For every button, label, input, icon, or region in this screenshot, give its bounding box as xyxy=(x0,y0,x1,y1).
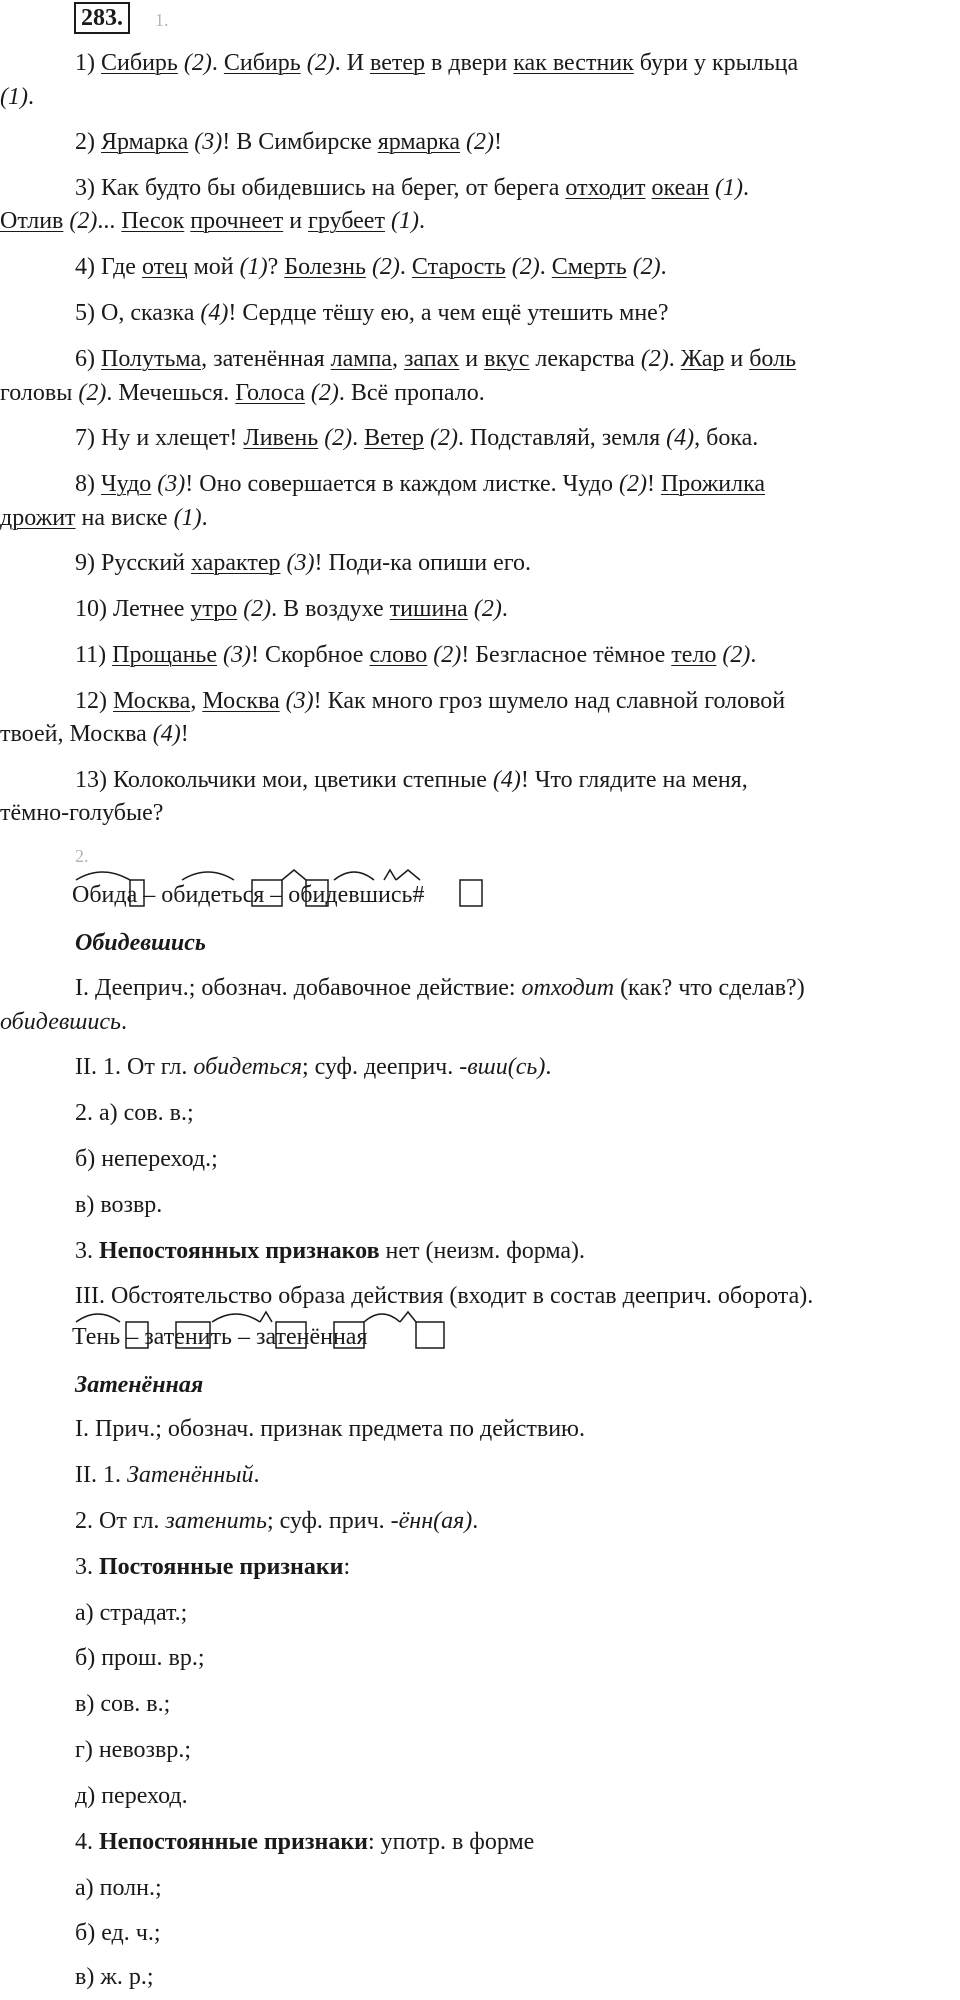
analysis-2-line-8: г) невозвр.; xyxy=(75,1737,191,1763)
analysis-2-line-3: 2. От гл. затенить; суф. прич. -ённ(ая). xyxy=(75,1508,479,1534)
morpheme-analysis-2: Тень – затенить – затенённая xyxy=(72,1322,368,1352)
analysis-1-line-1: I. Дееприч.; обознач. добавочное действие: отходит (как? что сделав?) xyxy=(75,975,805,1001)
analysis-1-line-3: II. 1. От гл. обидеться; суф. дееприч. -вши(сь). xyxy=(75,1054,552,1080)
sentence-9: 9) Русский характер (3)! Поди-ка опиши его. xyxy=(75,550,532,576)
sentence-1-cont: (1). xyxy=(0,84,34,110)
sentence-2: 2) Ярмарка (3)! В Симбирске ярмарка (2)! xyxy=(75,129,503,155)
sentence-4: 4) Где отец мой (1)? Болезнь (2). Старость (2). Смерть (2). xyxy=(75,254,667,280)
analysis-2-line-5: а) страдат.; xyxy=(75,1600,188,1626)
analysis-2-line-9: д) переход. xyxy=(75,1783,188,1809)
sentence-13: 13) Колокольчики мои, цветики степные (4)! Что глядите на меня, xyxy=(75,767,748,793)
analysis-2-line-2: II. 1. Затенённый. xyxy=(75,1462,260,1488)
sentence-3-cont: Отлив (2)... Песок прочнеет и грубеет (1). xyxy=(0,208,425,234)
sentence-1: 1) Сибирь (2). Сибирь (2). И ветер в двери как вестник бури у крыльца xyxy=(75,50,799,76)
morpheme-marks-1 xyxy=(72,866,502,916)
analysis-1-line-6: в) возвр. xyxy=(75,1192,163,1218)
analysis-1-line-8: III. Обстоятельство образа действия (входит в состав дееприч. оборота). xyxy=(75,1283,814,1309)
part-2-label: 2. xyxy=(75,846,89,866)
sentence-6: 6) Полутьма, затенённая лампа, запах и вкус лекарства (2). Жар и боль xyxy=(75,346,797,372)
analysis-2-line-10: 4. Непостоянные признаки: употр. в форме xyxy=(75,1829,535,1855)
part-1-label: 1. xyxy=(155,10,169,30)
analysis-2-line-11: а) полн.; xyxy=(75,1875,162,1901)
analysis-1-line-4: 2. а) сов. в.; xyxy=(75,1100,194,1126)
sentence-13-cont: тёмно-голубые? xyxy=(0,800,164,826)
analysis-2-line-13: в) ж. р.; xyxy=(75,1964,154,1990)
analysis-2-line-1: I. Прич.; обознач. признак предмета по действию. xyxy=(75,1416,585,1442)
sentence-12: 12) Москва, Москва (3)! Как много гроз шумело над славной головой xyxy=(75,688,786,714)
analysis-2-line-6: б) прош. вр.; xyxy=(75,1645,205,1671)
analysis-1-line-5: б) непереход.; xyxy=(75,1146,218,1172)
analysis-2-title: Затенённая xyxy=(75,1372,204,1398)
sentence-8: 8) Чудо (3)! Оно совершается в каждом листке. Чудо (2)! Прожилка xyxy=(75,471,766,497)
sentence-3: 3) Как будто бы обидевшись на берег, от берега отходит океан (1). xyxy=(75,175,749,201)
sentence-10: 10) Летнее утро (2). В воздухе тишина (2). xyxy=(75,596,508,622)
analysis-1-title: Обидевшись xyxy=(75,930,206,956)
analysis-2-line-12: б) ед. ч.; xyxy=(75,1920,161,1946)
morpheme-marks-2 xyxy=(72,1308,452,1358)
sentence-11: 11) Прощанье (3)! Скорбное слово (2)! Безгласное тёмное тело (2). xyxy=(75,642,757,668)
analysis-1-line-2: обидевшись. xyxy=(0,1009,127,1035)
analysis-1-line-7: 3. Непостоянных признаков нет (неизм. форма). xyxy=(75,1238,586,1264)
exercise-number: 283. xyxy=(74,2,130,34)
sentence-7: 7) Ну и хлещет! Ливень (2). Ветер (2). Подставляй, земля (4), бока. xyxy=(75,425,759,451)
sentence-8-cont: дрожит на виске (1). xyxy=(0,505,208,531)
analysis-2-line-7: в) сов. в.; xyxy=(75,1691,171,1717)
sentence-5: 5) О, сказка (4)! Сердце тёшу ею, а чем ещё утешить мне? xyxy=(75,300,669,326)
sentence-6-cont: головы (2). Мечешься. Голоса (2). Всё пропало. xyxy=(0,380,485,406)
analysis-2-line-4: 3. Постоянные признаки: xyxy=(75,1554,351,1580)
morpheme-analysis-1: Обида – обидеться – обидевшись# xyxy=(72,880,424,910)
sentence-12-cont: твоей, Москва (4)! xyxy=(0,721,189,747)
